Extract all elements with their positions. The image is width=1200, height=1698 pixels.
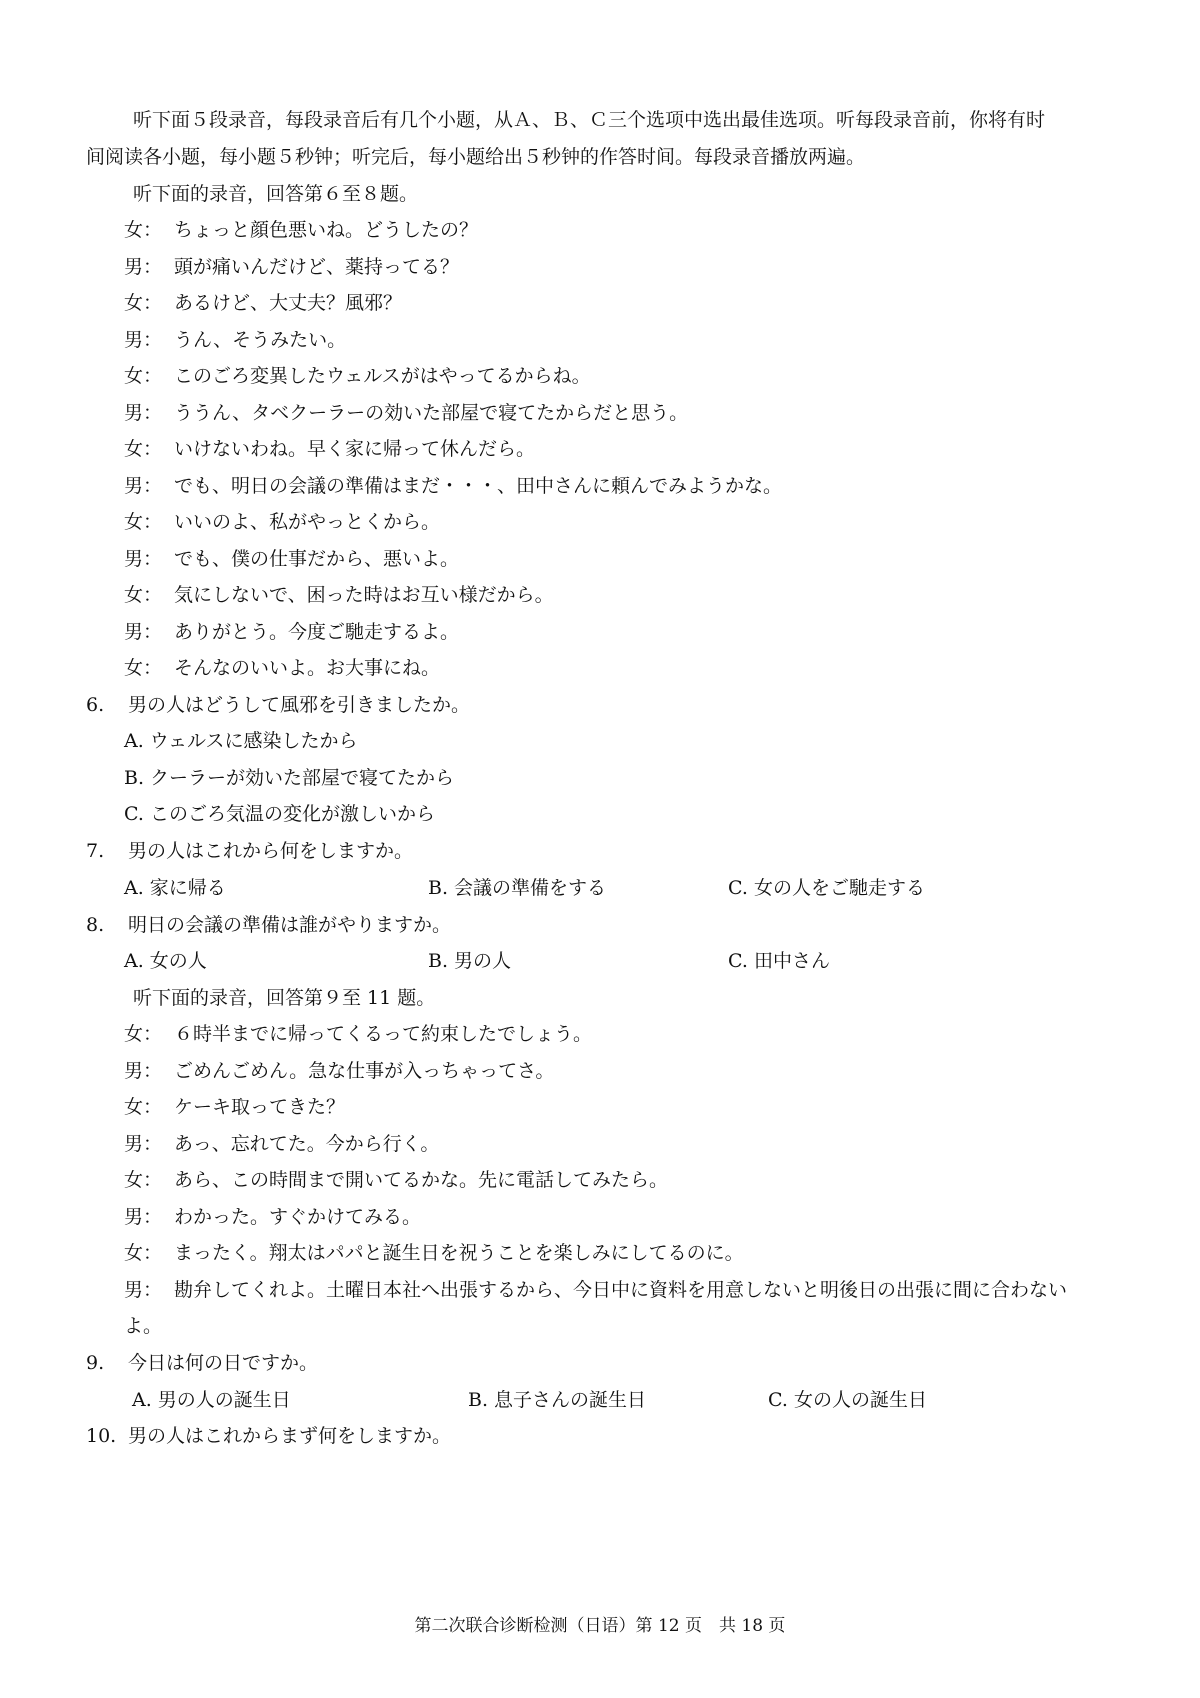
- dialogue-line: ごめんごめん。急な仕事が入っちゃってさ。: [174, 1060, 555, 1082]
- question-text: 今日は何の日ですか。: [128, 1352, 319, 1374]
- question-text: 明日の会議の準備は誰がやりますか。: [128, 914, 452, 936]
- speaker-label: 女：: [124, 1023, 163, 1045]
- speaker-label: 女：: [124, 292, 163, 314]
- dialogue-line: いけないわね。早く家に帰って休んだら。: [174, 438, 536, 460]
- dialogue-line: ちょっと顔色悪いね。どうしたの？: [174, 219, 479, 241]
- dialogue-line: いいのよ、私がやっとくから。: [174, 511, 441, 533]
- dialogue-line: あっ、忘れてた。今から行く。: [174, 1133, 440, 1155]
- page-footer: 第二次联合诊断检测（日语）第 12 页 共 18 页: [414, 1616, 786, 1636]
- option-a: A. 女の人: [124, 950, 207, 972]
- speaker-label: 男：: [124, 256, 163, 278]
- instructions-line-1: 听下面５段录音，每段录音后有几个小题，从Ａ、Ｂ、Ｃ三个选项中选出最佳选项。听每段录音前，你将有时: [133, 109, 1046, 131]
- speaker-label: 男：: [124, 548, 163, 570]
- speaker-label: 女：: [124, 1096, 163, 1118]
- option-a: A. ウェルスに感染したから: [124, 730, 358, 752]
- speaker-label: 男：: [124, 475, 163, 497]
- question-number: 9.: [86, 1352, 105, 1374]
- question-number: 7.: [86, 840, 105, 862]
- dialogue-line: でも、明日の会議の準備はまだ・・・、田中さんに頼んでみようかな。: [174, 475, 783, 497]
- dialogue-line: ケーキ取ってきた？: [174, 1096, 346, 1118]
- question-number: 8.: [86, 914, 105, 936]
- speaker-label: 男：: [124, 329, 163, 351]
- dialogue-line: このごろ変異したウェルスがはやってるからね。: [174, 365, 591, 387]
- dialogue-line: ありがとう。今度ご馳走するよ。: [174, 621, 460, 643]
- option-b: B. 会議の準備をする: [428, 877, 607, 899]
- speaker-label: 男：: [124, 1133, 163, 1155]
- dialogue-line: あるけど、大丈夫？風邪？: [174, 292, 403, 314]
- dialogue-line: 頭が痛いんだけど、薬持ってる？: [174, 256, 460, 278]
- section-heading-6-8: 听下面的录音，回答第６至８题。: [133, 183, 419, 205]
- speaker-label: 女：: [124, 438, 163, 460]
- question-text: 男の人はこれからまず何をしますか。: [128, 1425, 452, 1447]
- option-c: C. 女の人をご馳走する: [728, 877, 925, 899]
- speaker-label: 女：: [124, 511, 163, 533]
- speaker-label: 男：: [124, 1206, 163, 1228]
- speaker-label: 男：: [124, 621, 163, 643]
- dialogue-line: わかった。すぐかけてみる。: [174, 1206, 422, 1228]
- speaker-label: 女：: [124, 584, 163, 606]
- speaker-label: 女：: [124, 657, 163, 679]
- dialogue-line: でも、僕の仕事だから、悪いよ。: [174, 548, 460, 570]
- option-b: B. クーラーが効いた部屋で寝てたから: [124, 767, 455, 789]
- instructions-line-2: 间阅读各小题，每小题５秒钟；听完后，每小题给出５秒钟的作答时间。每段录音播放两遍。: [86, 146, 866, 168]
- question-text: 男の人はどうして風邪を引きましたか。: [128, 694, 471, 716]
- question-text: 男の人はこれから何をしますか。: [128, 840, 414, 862]
- option-a: A. 男の人の誕生日: [132, 1389, 291, 1411]
- option-c: C. 田中さん: [728, 950, 830, 972]
- option-b: B. 男の人: [428, 950, 512, 972]
- speaker-label: 女：: [124, 365, 163, 387]
- dialogue-line: 勘弁してくれよ。土曜日本社へ出張するから、今日中に資料を用意しないと明後日の出張に間に合わない: [174, 1279, 1068, 1301]
- dialogue-continuation: よ。: [124, 1315, 163, 1337]
- speaker-label: 男：: [124, 1060, 163, 1082]
- speaker-label: 男：: [124, 402, 163, 424]
- speaker-label: 男：: [124, 1279, 163, 1301]
- option-a: A. 家に帰る: [124, 877, 226, 899]
- dialogue-line: あら、この時間まで開いてるかな。先に電話してみたら。: [174, 1169, 669, 1191]
- dialogue-line: うん、そうみたい。: [174, 329, 347, 351]
- question-number: 10.: [86, 1425, 117, 1447]
- speaker-label: 女：: [124, 1242, 163, 1264]
- option-c: C. 女の人の誕生日: [768, 1389, 927, 1411]
- question-number: 6.: [86, 694, 105, 716]
- option-c: C. このごろ気温の変化が激しいから: [124, 803, 435, 825]
- dialogue-line: そんなのいいよ。お大事にね。: [174, 657, 441, 679]
- speaker-label: 女：: [124, 219, 163, 241]
- section-heading-9-11: 听下面的录音，回答第９至 11 题。: [133, 987, 436, 1009]
- speaker-label: 女：: [124, 1169, 163, 1191]
- dialogue-line: 気にしないで、困った時はお互い様だから。: [174, 584, 554, 606]
- dialogue-line: まったく。翔太はパパと誕生日を祝うことを楽しみにしてるのに。: [174, 1242, 744, 1264]
- dialogue-line: ううん、タベクーラーの効いた部屋で寝てたからだと思う。: [174, 402, 689, 424]
- dialogue-line: ６時半までに帰ってくるって約束したでしょう。: [174, 1023, 593, 1045]
- option-b: B. 息子さんの誕生日: [468, 1389, 647, 1411]
